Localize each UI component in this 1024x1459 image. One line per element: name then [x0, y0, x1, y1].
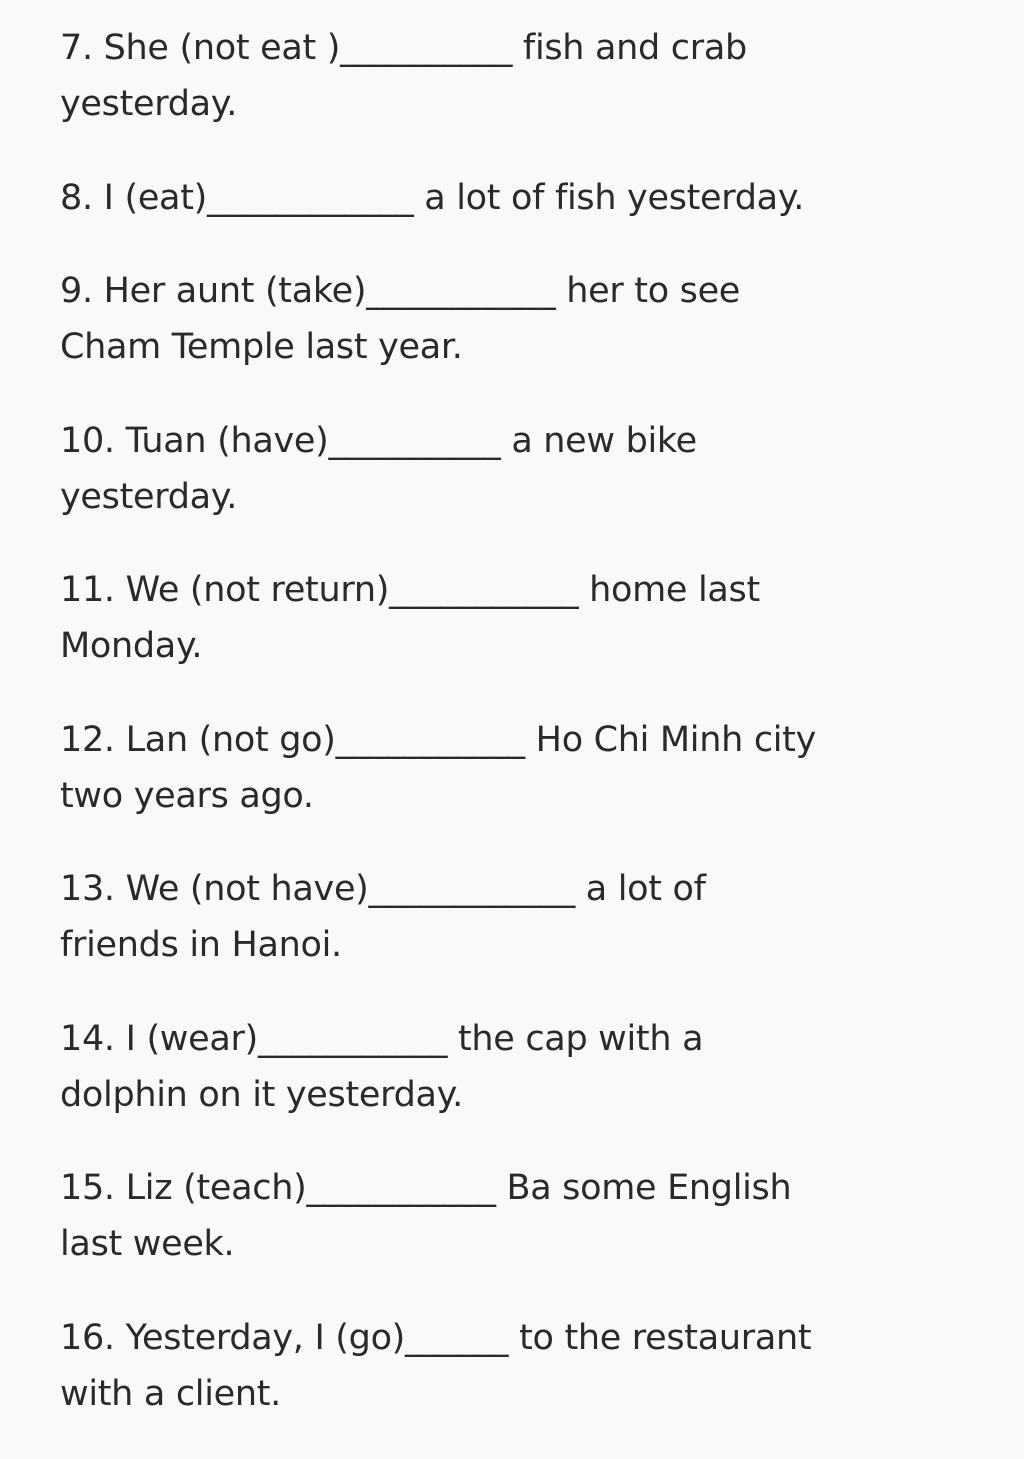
question-rest: yesterday.: [60, 84, 238, 124]
question-prompt: I (eat): [103, 177, 207, 218]
question-rest: dolphin on it yesterday.: [60, 1074, 463, 1115]
answer-blank: ___________: [306, 1168, 496, 1208]
question-prompt: We (not have): [125, 869, 369, 909]
question-number: 13.: [60, 869, 115, 909]
answer-blank: ____________: [207, 177, 414, 218]
question-prompt: Liz (teach): [125, 1168, 307, 1208]
answer-blank: ___________: [366, 271, 556, 311]
question-continuation: the cap with a: [457, 1018, 704, 1059]
question-rest: two years ago.: [60, 775, 314, 816]
question-prompt: Tuan (have): [125, 420, 329, 461]
question-13: [60, 861, 980, 973]
question-rest: with a client.: [60, 1373, 282, 1414]
question-rest: yesterday.: [60, 476, 238, 517]
question-continuation: home last: [589, 570, 760, 610]
question-rest: Cham Temple last year.: [60, 327, 463, 367]
question-prompt: Lan (not go): [125, 719, 336, 760]
question-number: 15.: [60, 1168, 115, 1208]
question-number: 9.: [60, 271, 93, 311]
question-continuation: a lot of fish yesterday.: [424, 177, 805, 218]
question-number: 11.: [60, 570, 115, 610]
question-rest: friends in Hanoi.: [60, 925, 342, 965]
answer-blank: __________: [328, 420, 501, 461]
question-7: [60, 20, 980, 132]
question-number: 16.: [60, 1317, 115, 1358]
question-number: 10.: [60, 420, 115, 461]
question-continuation: to the restaurant: [519, 1317, 812, 1358]
answer-blank: ____________: [368, 869, 575, 909]
question-continuation: Ba some English: [506, 1168, 792, 1208]
question-11: [60, 562, 980, 674]
answer-blank: __________: [340, 28, 513, 68]
question-10: [60, 413, 980, 525]
question-number: 12.: [60, 719, 115, 760]
exercise-document: [60, 20, 980, 1459]
question-12: [60, 712, 980, 824]
question-continuation: fish and crab: [522, 28, 747, 68]
question-continuation: her to see: [566, 271, 741, 311]
question-15: [60, 1160, 980, 1272]
question-prompt: Yesterday, I (go): [125, 1317, 406, 1358]
answer-blank: ___________: [389, 570, 579, 610]
question-prompt: We (not return): [125, 570, 390, 610]
question-14: [60, 1011, 980, 1123]
question-continuation: Ho Chi Minh city: [535, 719, 817, 760]
answer-blank: ___________: [257, 1018, 448, 1059]
question-prompt: She (not eat ): [103, 28, 341, 68]
answer-blank: ___________: [335, 719, 525, 760]
question-rest: Monday.: [60, 626, 203, 666]
question-prompt: I (wear): [125, 1018, 258, 1059]
question-number: 7.: [60, 28, 93, 68]
question-number: 8.: [60, 177, 93, 218]
question-16: [60, 1310, 980, 1422]
question-9: [60, 263, 980, 375]
answer-blank: ______: [405, 1317, 509, 1358]
question-continuation: a new bike: [511, 420, 697, 461]
question-number: 14.: [60, 1018, 115, 1059]
question-8: [60, 170, 980, 226]
question-continuation: a lot of: [585, 869, 706, 909]
question-prompt: Her aunt (take): [103, 271, 367, 311]
question-rest: last week.: [60, 1224, 235, 1264]
